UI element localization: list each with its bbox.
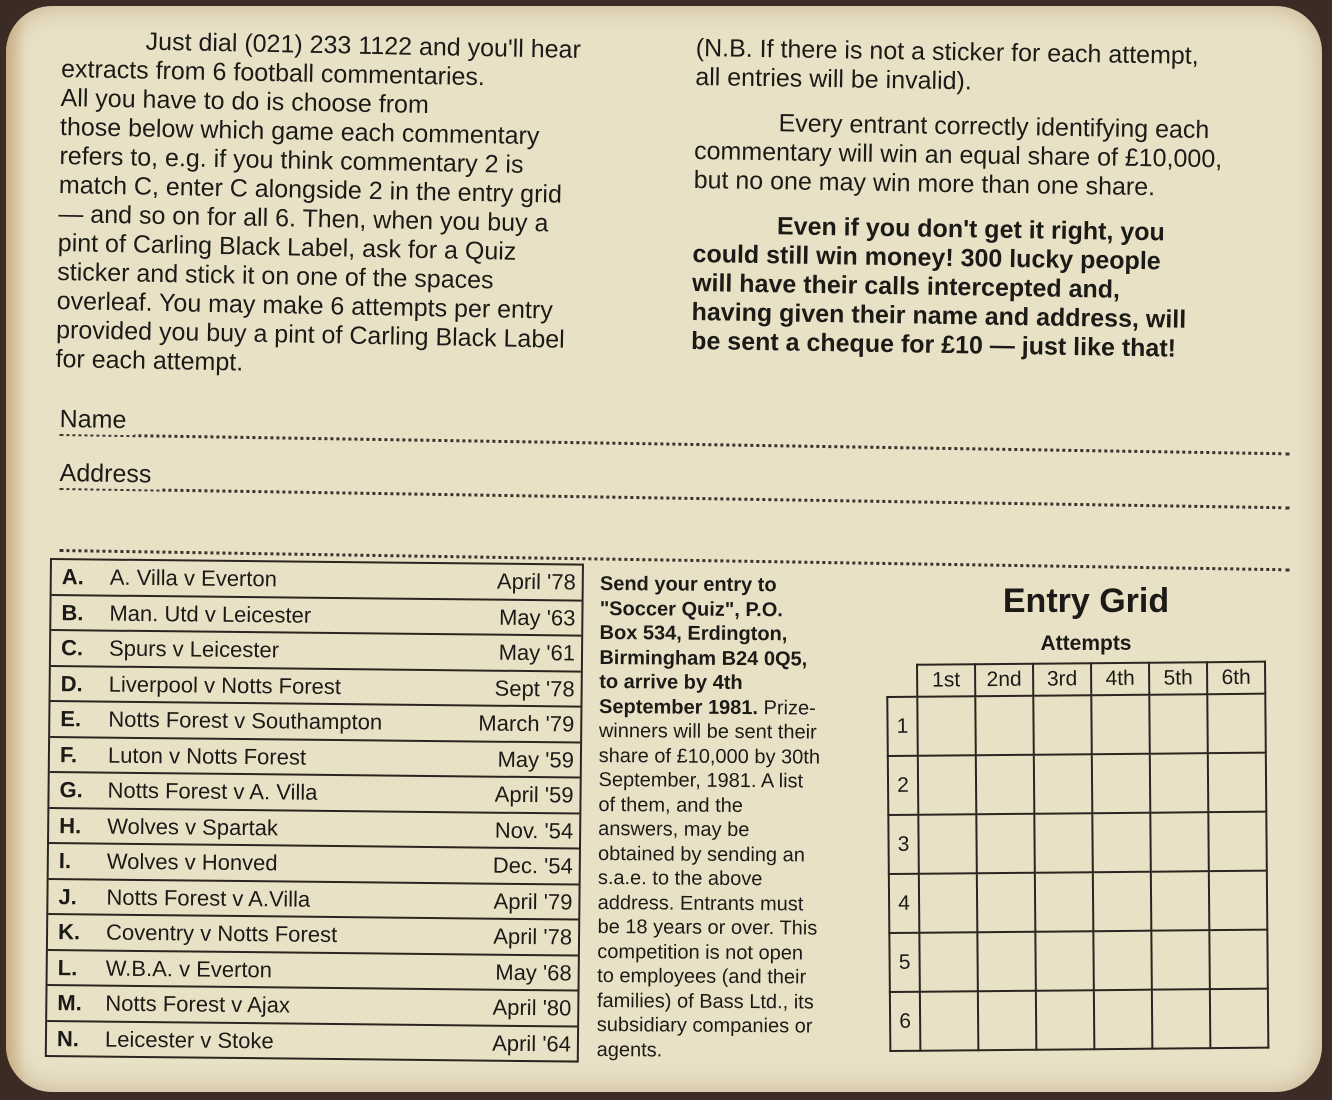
entry-cell[interactable] [1034,813,1093,873]
intro-paragraph [55,26,662,385]
entry-cell[interactable] [1092,813,1151,873]
commentary-number: 3 [888,815,919,874]
match-teams: Coventry v Notts Forest [105,919,338,948]
match-teams: Notts Forest v Ajax [105,990,291,1018]
match-letter: G. [59,777,83,803]
match-date: May '61 [498,639,576,666]
intro-line: pint of Carling Black Label, ask for a Quiz [57,228,517,266]
match-date: May '68 [495,959,572,985]
match-date: Sept '78 [494,675,575,702]
entry-cell[interactable] [1209,930,1268,990]
match-teams: A. Villa v Everton [109,564,278,592]
send-line: families) of Bass Ltd., its [596,989,814,1014]
address-field[interactable] [59,452,1289,511]
entry-cell[interactable] [976,755,1035,815]
commentary-number: 6 [890,992,921,1051]
match-letter: I. [58,848,72,874]
entry-grid-corner [887,665,917,697]
intro-line: — and so on for all 6. Then, when you buy a [58,199,549,238]
entry-grid-row [890,989,1269,1051]
match-letter: B. [61,599,84,625]
prize-word: Prize- [763,696,816,720]
intro-line: sticker and stick it on one of the spaces [57,257,494,295]
entry-cell[interactable] [977,873,1036,933]
bonus-line: will have their calls intercepted and, [691,268,1121,304]
entry-cell[interactable] [1210,989,1269,1049]
entry-cell[interactable] [1207,694,1266,754]
entry-cell[interactable] [1209,871,1268,931]
entry-cell[interactable] [919,873,978,933]
notes-column [691,34,1296,381]
match-date: Nov. '54 [494,817,574,843]
match-teams: Wolves v Honved [106,848,278,876]
send-line: winners will be sent their [598,719,817,744]
send-line: s.a.e. to the above [597,866,763,891]
send-line: September, 1981. A list [598,768,804,793]
entry-cell[interactable] [919,932,978,992]
nb-line: (N.B. If there is not a sticker for each attempt, [695,34,1199,70]
entry-cell[interactable] [977,932,1036,992]
match-date: April '80 [492,994,572,1021]
send-line: share of £10,000 by 30th [598,744,821,769]
send-line: address. Entrants must [597,891,804,915]
match-row [49,809,579,850]
match-letter: A. [61,564,84,590]
send-bold-line: "Soccer Quiz", P.O. [599,597,783,621]
match-row [47,1021,577,1060]
send-line: answers, may be [598,817,750,842]
address-dotted-line [59,487,1289,509]
match-date: April '59 [494,781,574,808]
match-row [48,950,578,991]
entry-cell[interactable] [978,991,1037,1051]
entry-cell[interactable] [1033,695,1092,755]
share-line: Every entrant correctly identifying each [778,109,1210,145]
match-row [50,667,580,708]
match-teams: Notts Forest v Southampton [108,706,383,735]
bonus-line: could still win money! 300 lucky people [692,239,1161,276]
intro-line: provided you buy a pint of Carling Black Label [55,315,565,354]
match-row [48,880,578,921]
match-date: April '64 [492,1030,572,1056]
address-label: Address [59,459,159,490]
entry-cell[interactable] [1093,931,1152,991]
match-row [50,738,580,779]
send-line: competition is not open [597,940,804,964]
nb-line: all entries will be invalid). [695,62,973,96]
entry-cell[interactable] [918,814,977,874]
entry-grid-row [889,930,1268,992]
entry-cell[interactable] [1149,694,1208,754]
entry-cell[interactable] [976,814,1035,874]
match-date: April '79 [493,888,573,914]
match-letter: C. [60,635,84,661]
match-list [45,558,584,1063]
send-line: of them, and the [598,793,743,817]
match-teams: Leicester v Stoke [104,1026,274,1053]
intro-line: for each attempt. [55,344,244,377]
name-dotted-line [59,433,1289,455]
entry-cell[interactable] [1093,872,1152,932]
entry-cell[interactable] [1035,931,1094,991]
bonus-line: be sent a cheque for £10 — just like that! [690,326,1177,363]
entry-cell[interactable] [975,696,1034,756]
match-date: Dec. '54 [492,852,573,879]
intro-line: All you have to do is choose from [60,83,430,120]
send-line: agents. [596,1038,663,1061]
entry-cell[interactable] [1150,753,1209,813]
intro-line: those below which game each commentary [59,112,540,151]
commentary-number: 2 [888,756,919,815]
name-field[interactable] [59,398,1289,457]
match-teams: Notts Forest v A.Villa [106,884,311,912]
entry-cell[interactable] [918,755,977,815]
match-row [51,596,581,637]
entry-cell[interactable] [1035,872,1094,932]
match-letter: F. [59,741,78,767]
match-date: May '63 [498,604,576,631]
match-teams: W.B.A. v Everton [105,955,273,982]
send-bold-line: Birmingham B24 0Q5, [599,646,808,670]
match-row [51,631,581,672]
match-teams: Liverpool v Notts Forest [108,671,342,699]
intro-line: refers to, e.g. if you think commentary 2 is [59,141,524,179]
match-letter: M. [57,990,82,1016]
intro-line-text: Just dial (021) 233 1122 and you'll hear [145,27,582,64]
commentary-number: 5 [889,933,920,992]
entry-grid-row [888,812,1267,874]
send-line: to employees (and their [597,964,807,989]
match-teams: Wolves v Spartak [107,813,279,840]
send-bold-line: Send your entry to [599,573,777,597]
match-row [47,986,577,1027]
beer-mat-card [6,6,1322,1092]
entry-cell[interactable] [920,991,979,1051]
entry-grid-row [888,753,1267,815]
match-letter: J. [58,883,77,909]
attempt-column-header: 5th [1149,662,1207,695]
send-bold-line: to arrive by 4th [599,670,743,694]
send-line: obtained by sending an [597,842,805,866]
send-line: subsidiary companies or [596,1013,813,1038]
attempts-label: Attempts [1040,632,1132,655]
attempt-column-header: 2nd [975,664,1033,697]
entry-cell[interactable] [1036,990,1095,1050]
commentary-number: 4 [889,874,920,933]
match-teams: Spurs v Leicester [108,635,280,663]
match-letter: K. [57,919,81,945]
match-letter: H. [59,812,82,838]
intro-line: overleaf. You may make 6 attempts per entry [56,286,553,325]
match-date: March '79 [478,710,575,737]
match-date: April '78 [493,923,573,950]
bonus-line: having given their name and address, will [691,297,1187,334]
send-line: be 18 years or over. This [597,915,818,940]
name-label: Name [59,405,134,435]
intro-line: match C, enter C alongside 2 in the entry grid [58,170,563,209]
bonus-paragraph [691,211,1293,365]
match-row [50,702,580,743]
entry-grid-row [887,694,1266,756]
entry-grid-header-row [887,662,1265,697]
entry-grid-row [889,871,1268,933]
entry-cell[interactable] [1208,753,1267,813]
entry-cell[interactable] [1151,871,1210,931]
entry-cell[interactable] [1092,754,1151,814]
entry-grid-title: Entry Grid [1002,582,1170,620]
share-line: but no one may win more than one share. [693,165,1156,202]
send-bold-line: Box 534, Erdington, [599,621,788,646]
nb-paragraph [695,34,1296,101]
entry-cell[interactable] [1152,989,1211,1049]
match-teams: Man. Utd v Leicester [109,600,312,628]
match-date: April '78 [496,568,576,595]
match-teams: Luton v Notts Forest [107,742,307,770]
entry-cell[interactable] [1034,754,1093,814]
match-row [48,915,578,956]
match-date: May '59 [497,746,575,772]
match-letter: E. [60,706,82,732]
entry-cell[interactable] [1091,695,1150,755]
match-teams: Notts Forest v A. Villa [107,777,318,805]
share-paragraph [693,108,1294,204]
send-entry-instructions [597,572,882,1064]
share-line: commentary will win an equal share of £10,000, [693,136,1223,174]
match-letter: N. [56,1025,80,1051]
entry-cell[interactable] [1094,990,1153,1050]
entry-cell[interactable] [1150,812,1209,872]
attempt-column-header: 4th [1091,663,1149,696]
entry-cell[interactable] [1208,812,1267,872]
bonus-line: Even if you don't get it right, you [776,212,1166,247]
attempt-column-header: 3rd [1033,663,1091,696]
match-row [52,560,582,601]
match-row [49,773,579,814]
send-bold-line: September 1981. [598,695,759,719]
attempt-column-header: 6th [1207,662,1265,695]
attempt-column-header: 1st [917,664,975,697]
intro-line: extracts from 6 football commentaries. [60,54,486,92]
match-row [49,844,579,885]
commentary-number: 1 [887,697,918,756]
entry-grid [886,661,1269,1052]
entry-cell[interactable] [1151,930,1210,990]
entry-cell[interactable] [917,696,976,756]
match-letter: D. [60,670,83,696]
match-letter: L. [57,954,78,980]
